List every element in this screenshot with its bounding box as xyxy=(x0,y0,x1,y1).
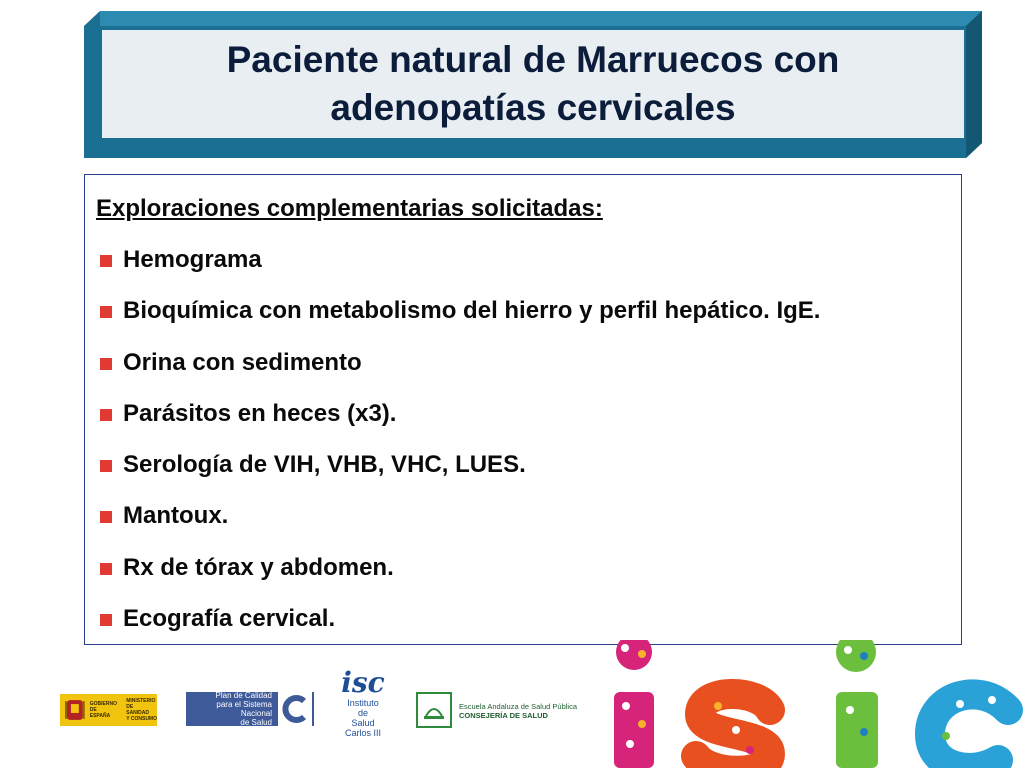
list-item-label: Hemograma xyxy=(123,246,262,273)
list-item-label: Mantoux. xyxy=(123,502,229,530)
list-item xyxy=(100,245,820,296)
bullet-square-icon xyxy=(100,460,112,472)
bullet-square-icon xyxy=(100,614,112,626)
bullet-square-icon xyxy=(100,306,112,318)
list-item xyxy=(100,450,820,501)
isciii-logo xyxy=(339,668,387,758)
list-item xyxy=(100,553,820,604)
title-line-1: Paciente natural de Marruecos con xyxy=(226,39,840,80)
bullet-list xyxy=(100,245,820,655)
plan-calidad-logo xyxy=(186,692,314,726)
gobierno-text: GOBIERNO DE ESPAÑA xyxy=(89,701,117,719)
plan-calidad-c-icon xyxy=(278,692,312,726)
list-item xyxy=(100,296,820,347)
list-item-label: Parásitos en heces (x3). xyxy=(123,399,397,427)
bullet-square-icon xyxy=(100,409,112,421)
bullet-square-icon xyxy=(100,511,112,523)
list-item-label: Ecografía cervical. xyxy=(123,605,336,633)
junta-text: Escuela Andaluza de Salud Pública CONSEJERÍA DE SALUD xyxy=(459,702,578,720)
content-heading: Exploraciones complementarias solicitadas: xyxy=(96,195,603,222)
ministerio-text: MINISTERIO DE SANIDAD Y CONSUMO xyxy=(126,698,157,722)
list-item xyxy=(100,348,820,399)
bullet-square-icon xyxy=(100,358,112,370)
list-item-label: Bioquímica con metabolismo del hierro y perfil hepático. IgE. xyxy=(123,297,821,325)
bullet-square-icon xyxy=(100,255,112,267)
plan-calidad-text: Plan de Calidad para el Sistema Nacional de Salud xyxy=(215,691,272,727)
list-item xyxy=(100,399,820,450)
isciii-logo-icon: isc xyxy=(341,666,385,699)
junta-andalucia-icon xyxy=(416,692,452,728)
list-item-label: Serología de VIH, VHB, VHC, LUES. xyxy=(123,451,526,479)
list-item-label: Rx de tórax y abdomen. xyxy=(123,553,394,581)
bullet-square-icon xyxy=(100,563,112,575)
gobierno-espana-logo xyxy=(60,694,157,726)
list-item xyxy=(100,501,820,552)
list-item-label: Orina con sedimento xyxy=(123,348,362,376)
isciii-text: Instituto de Salud Carlos III xyxy=(344,698,381,738)
page-title xyxy=(102,30,964,138)
spain-coat-of-arms-icon xyxy=(64,697,86,723)
title-line-2: adenopatías cervicales xyxy=(330,87,736,128)
content-box xyxy=(84,174,962,645)
isc-decorative-letters xyxy=(600,640,1024,768)
